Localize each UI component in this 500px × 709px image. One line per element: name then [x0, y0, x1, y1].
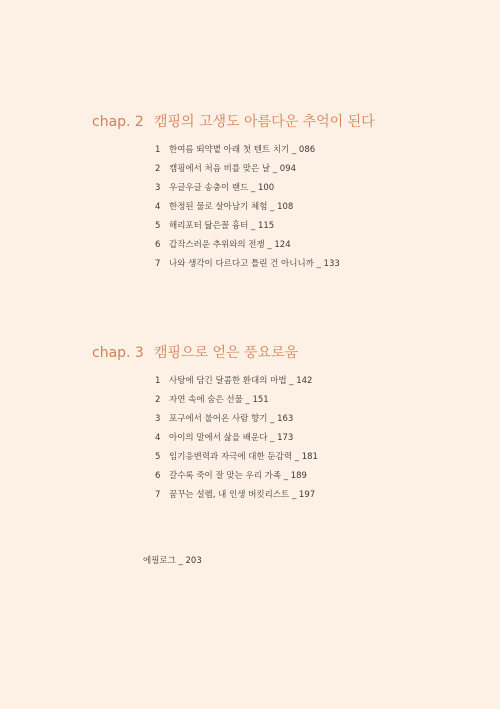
toc-entry[interactable] — [155, 486, 318, 505]
toc-entry[interactable] — [155, 255, 340, 274]
entry-number: 2 — [155, 164, 161, 174]
chapter-heading — [92, 344, 298, 362]
toc-list — [155, 141, 340, 274]
epilogue-entry[interactable]: 에필로그 _ 203 — [143, 556, 202, 566]
entry-text: 캠핑에서 처음 비를 맞은 날 _ 094 — [169, 164, 297, 174]
chapter-title: 캠핑의 고생도 아름다운 추억이 된다 — [154, 114, 375, 130]
toc-entry[interactable] — [155, 372, 318, 391]
entry-number: 4 — [155, 202, 161, 212]
entry-number: 6 — [155, 471, 161, 481]
entry-number: 1 — [155, 145, 161, 155]
entry-text: 자연 속에 숨은 선물 _ 151 — [169, 395, 269, 405]
entry-text: 포구에서 불어온 사람 향기 _ 163 — [169, 414, 294, 424]
toc-entry[interactable] — [155, 429, 318, 448]
entry-number: 7 — [155, 490, 161, 500]
toc-entry[interactable] — [155, 160, 340, 179]
entry-number: 4 — [155, 433, 161, 443]
chapter-title: 캠핑으로 얻은 풍요로움 — [154, 345, 299, 361]
entry-number: 1 — [155, 376, 161, 386]
toc-entry[interactable] — [155, 141, 340, 160]
entry-number: 7 — [155, 259, 161, 269]
toc-entry[interactable] — [155, 410, 318, 429]
toc-entry[interactable] — [155, 467, 318, 486]
toc-entry[interactable] — [155, 391, 318, 410]
toc-list — [155, 372, 318, 505]
entry-text: 아이의 말에서 삶을 배운다 _ 173 — [169, 433, 294, 443]
entry-number: 5 — [155, 221, 161, 231]
entry-text: 갑작스러운 추위와의 전쟁 _ 124 — [169, 240, 291, 250]
entry-text: 꿈꾸는 설렘, 내 인생 버킷리스트 _ 197 — [169, 490, 316, 500]
toc-entry[interactable] — [155, 217, 340, 236]
entry-text: 갈수록 죽이 잘 맞는 우리 가족 _ 189 — [169, 471, 307, 481]
entry-number: 3 — [155, 183, 161, 193]
entry-text: 해리포터 닮은꼴 흉터 _ 115 — [169, 221, 275, 231]
entry-number: 3 — [155, 414, 161, 424]
toc-entry[interactable] — [155, 179, 340, 198]
entry-text: 임기응변력과 자극에 대한 둔감력 _ 181 — [169, 452, 318, 462]
chapter-heading — [92, 113, 375, 131]
entry-text: 나와 생각이 다르다고 틀린 건 아니니까 _ 133 — [169, 259, 340, 269]
toc-entry[interactable] — [155, 236, 340, 255]
chapter-label: chap. 2 — [92, 114, 144, 130]
entry-number: 5 — [155, 452, 161, 462]
entry-number: 6 — [155, 240, 161, 250]
chapter-label: chap. 3 — [92, 345, 144, 361]
toc-entry[interactable] — [155, 198, 340, 217]
entry-number: 2 — [155, 395, 161, 405]
entry-text: 한정된 물로 살아남기 체험 _ 108 — [169, 202, 294, 212]
entry-text: 사탕에 담긴 달콤한 환대의 마법 _ 142 — [169, 376, 313, 386]
entry-text: 우글우글 송충이 랜드 _ 100 — [169, 183, 275, 193]
entry-text: 한여름 뙤약볕 아래 첫 텐트 치기 _ 086 — [169, 145, 316, 155]
toc-entry[interactable] — [155, 448, 318, 467]
